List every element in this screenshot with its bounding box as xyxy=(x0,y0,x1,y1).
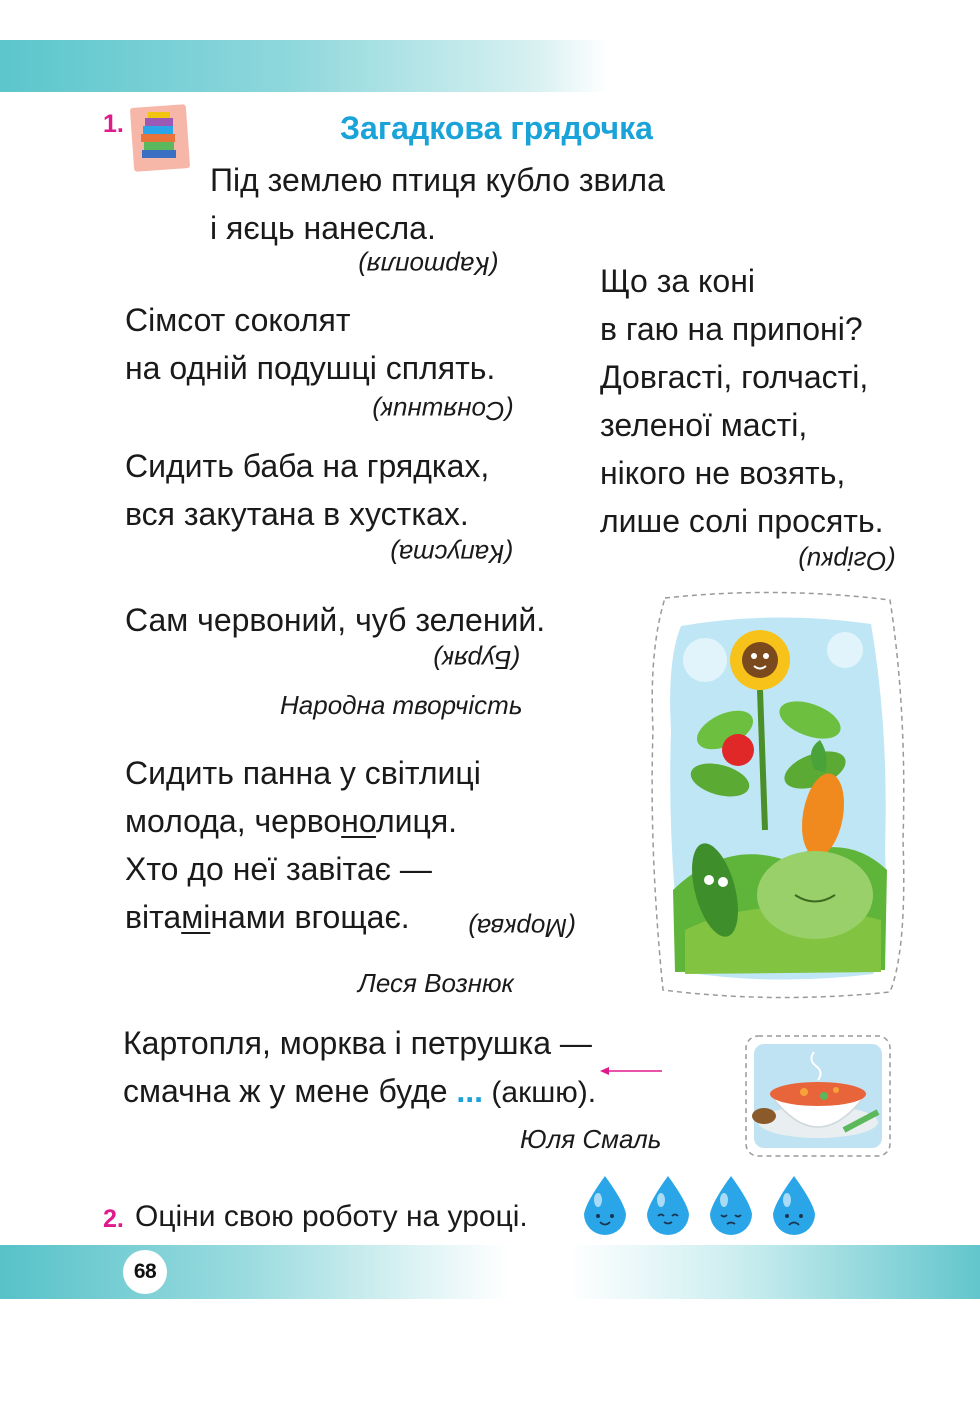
riddle-5-line-2: в гаю на припоні? xyxy=(600,311,863,347)
page-number: 68 xyxy=(123,1250,167,1294)
arrow-left-icon xyxy=(600,1063,662,1073)
book-stack-icon xyxy=(128,102,194,174)
riddle-3-line-2: вся закутана в хустках. xyxy=(125,496,469,532)
poem-line-1: Сидить панна у світлиці xyxy=(125,755,481,791)
sad-drop-icon[interactable] xyxy=(769,1174,819,1236)
verse-author: Юля Смаль xyxy=(520,1124,662,1154)
poem-line-3: Хто до неї завітає — xyxy=(125,851,432,887)
riddle-3-line-1: Сидить баба на грядках, xyxy=(125,448,490,484)
riddle-2-answer: (Соняшник) xyxy=(372,396,514,426)
poem-line-2: молода, червонолиця. xyxy=(125,803,458,839)
happy-drop-icon[interactable] xyxy=(580,1174,630,1236)
top-color-band xyxy=(0,40,980,92)
poem-line-4: вітамінами вгощає. xyxy=(125,899,410,935)
poem-author: Леся Вознюк xyxy=(358,968,514,998)
riddle-5-line-1: Що за коні xyxy=(600,263,755,299)
task-1-number: 1. xyxy=(103,110,124,138)
riddle-5-answer: (Огірки) xyxy=(798,546,896,576)
section-title: Загадкова грядочка xyxy=(340,110,653,146)
riddle-4-line-1: Сам червоний, чуб зелений. xyxy=(125,602,546,638)
verse-line-1: Картопля, морква і петрушка — xyxy=(123,1025,592,1061)
riddle-5-line-3: Довгасті, голчасті, xyxy=(600,359,869,395)
riddle-5-line-6: лише солі просять. xyxy=(600,503,884,539)
task-2-number: 2. xyxy=(103,1205,124,1233)
riddle-2-line-1: Сімсот соколят xyxy=(125,302,351,338)
sleepy-drop-icon[interactable] xyxy=(706,1174,756,1236)
riddle-1-line-1: Під землею птиця кубло звила xyxy=(210,162,665,198)
task-2-text: Оціни свою роботу на уроці. xyxy=(135,1200,528,1233)
riddle-2-line-2: на одній подушці сплять. xyxy=(125,350,496,386)
riddle-1-answer: (Картопля) xyxy=(358,251,499,281)
riddle-1-line-2: і яєць нанесла. xyxy=(210,210,436,246)
vegetable-garden-illustration xyxy=(645,590,910,1000)
riddle-5-line-5: нікого не возять, xyxy=(600,455,846,491)
soup-bowl-illustration xyxy=(744,1034,892,1158)
folk-credit: Народна творчість xyxy=(280,690,523,720)
riddle-3-answer: (Капуста) xyxy=(390,539,513,569)
verse-line-2: смачна ж у мене буде ... (акшю). xyxy=(123,1073,597,1109)
poem-answer: (Морква) xyxy=(468,913,576,943)
riddle-4-answer: (Буряк) xyxy=(433,645,521,675)
content-drop-icon[interactable] xyxy=(643,1174,693,1236)
riddle-5-line-4: зеленої масті, xyxy=(600,407,808,443)
